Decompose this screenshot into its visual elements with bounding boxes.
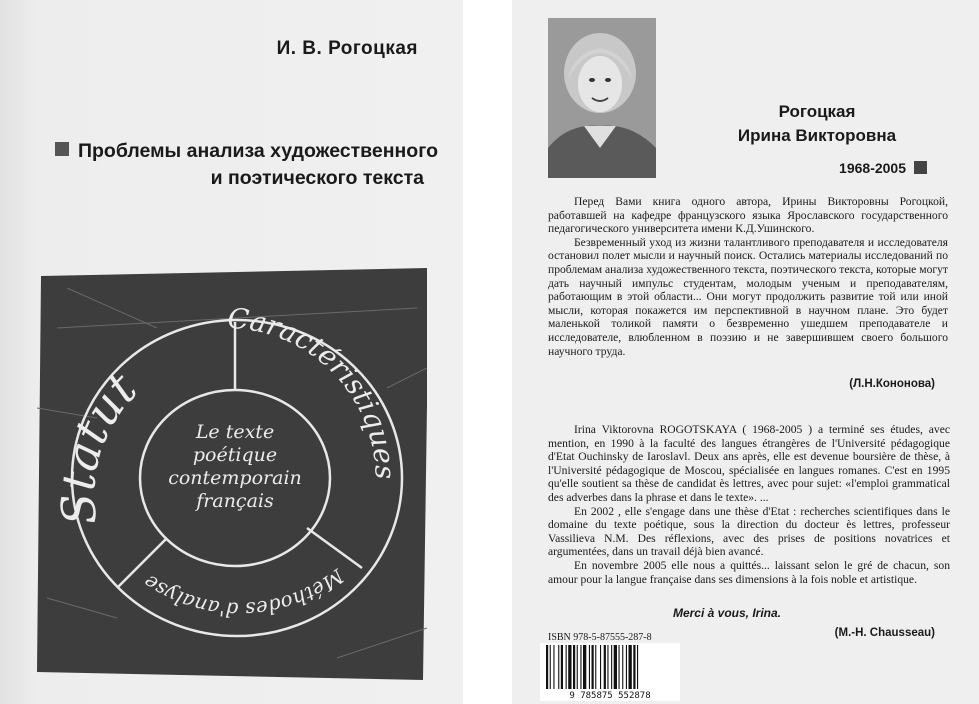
word-methodes: Méthodes d'analyse <box>139 564 349 622</box>
fr-paragraph-3: En novembre 2005 elle nous a quittés... laissant selon le gré de chacun, son amour pour la langue française dans ses dimensions à la fois noble et artistique. <box>548 558 950 586</box>
name-line-1: Рогоцкая <box>778 102 856 121</box>
ru-signature: (Л.Н.Кононова) <box>849 378 935 390</box>
life-years <box>839 160 927 176</box>
name-line-2: Ирина Викторовна <box>737 126 897 145</box>
title-square-marker <box>55 142 69 156</box>
back-cover <box>512 0 979 704</box>
center-line-3: contemporain <box>168 467 302 489</box>
word-caracteristiques: Caractéristiques <box>226 301 402 480</box>
ru-paragraph-2: Безвременный уход из жизни талантливого преподавателя и исследователя остановил полет мысли и научный поиск. Остались материалы исследований по проблемам анализа художественного текста, поэтического текста, которые могут дать научный импульс студентам, молодым ученым и преподавателям, работающим в этой области... Они могут продолжить развитие той или иной мысли, которая покажется им перспективной в научном плане. Это будет маленькой толикой памяти о безвременно ушедшем преподавателе и исследователе, влюбленном в поэзию и не завершившем своего большого научного труда. <box>548 235 948 358</box>
fr-signature: (M.-H. Chausseau) <box>834 627 935 639</box>
title-line-2: и поэтического текста <box>210 167 424 189</box>
portrait-image <box>548 18 656 178</box>
years-square-marker <box>914 161 927 174</box>
center-line-2: poétique <box>192 444 278 466</box>
title-line-1: Проблемы анализа художественного <box>78 140 438 162</box>
years-text: 1968-2005 <box>839 160 906 176</box>
center-line-1: Le texte <box>195 421 275 443</box>
author-portrait <box>548 18 656 178</box>
ru-paragraph-1: Перед Вами книга одного автора, Ирины Викторовны Рогоцкой, работавшей на кафедре французского языка Ярославского государственного педагогического университета имени К.Д.Ушинского. <box>548 195 948 236</box>
fr-paragraph-1: Irina Viktorovna ROGOTSKAYA ( 1968-2005 ) a terminé ses études, avec mention, en 1990 à la faculté des langues étrangères de l'Université pédagogique d'Etat Ouchinsky de Iaroslavl. Deux ans après, elle est devenue boursière de thèse, à l'Université pédagogique de Moscou, spécialisée en langues romanes. C'est en 1995 qu'elle soutient sa thèse de candidat ès lettres, avec pour sujet: «l'emploi grammatical des adverbes dans la phrase et dans le texte». ... <box>548 423 950 504</box>
isbn-text: ISBN 978-5-87555-287-8 <box>548 632 652 643</box>
author-name: И. В. Рогоцкая <box>276 38 418 59</box>
cover-artwork <box>37 268 427 680</box>
word-statut: Statut <box>50 361 148 528</box>
front-cover <box>0 0 463 704</box>
barcode-digits: 9 785875 552878 <box>569 691 651 701</box>
russian-text <box>548 195 948 358</box>
fr-paragraph-2: En 2002 , elle s'engage dans une thèse d'Etat : recherches scientifiques dans le domaine du texte poétique, sous la direction du docteur ès lettres, professeur Vassilieva N.M. Des réflexions, avec des prises de positions novatrices et argumentées, dans un travail déjà bien avancé. <box>548 504 950 559</box>
merci-line: Merci à vous, Irina. <box>672 606 782 620</box>
book-title <box>38 138 438 192</box>
center-line-4: français <box>196 490 274 512</box>
french-text <box>548 423 950 586</box>
barcode <box>540 643 680 701</box>
author-full-name <box>707 100 927 148</box>
